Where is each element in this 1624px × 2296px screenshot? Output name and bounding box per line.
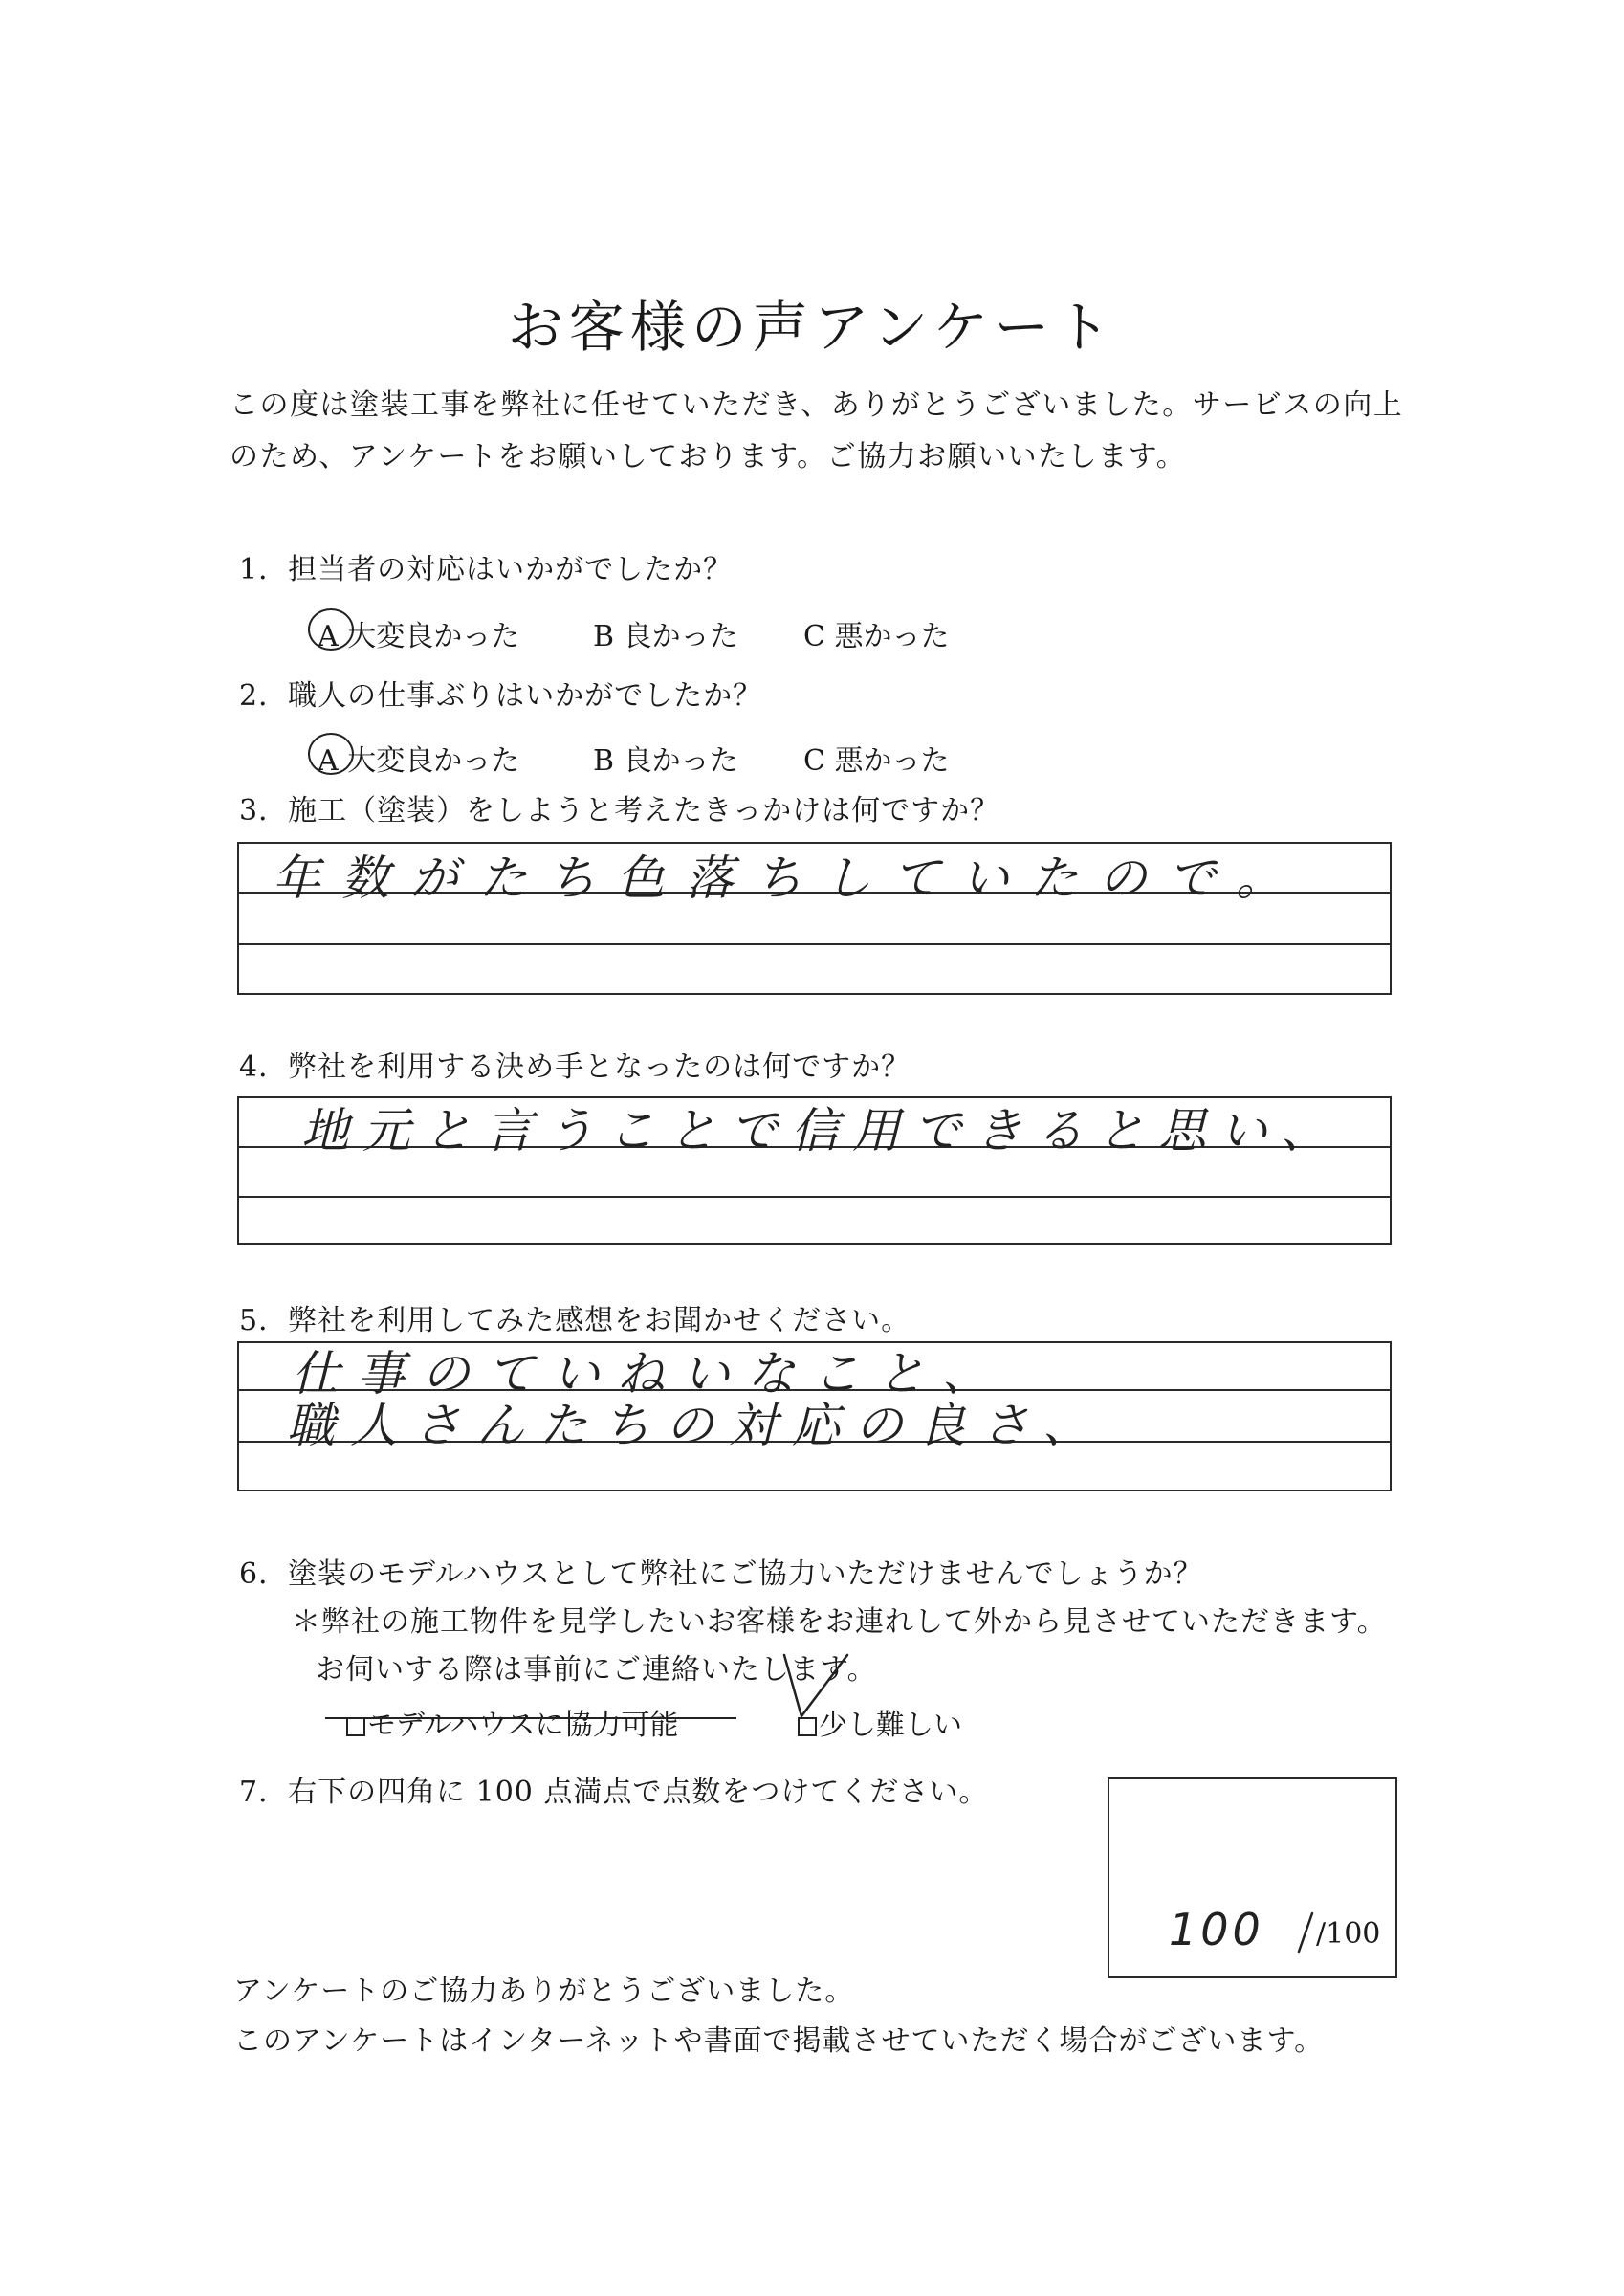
handwritten-answer-5-line-1: 仕事のていねいなこと、 (292, 1346, 1007, 1402)
q2-option-c[interactable]: C 悪かった (803, 744, 950, 778)
handwritten-answer-3: 年数がたち色落ちしていたので。 (273, 850, 1305, 906)
q6-option-model-house[interactable] (346, 1701, 679, 1743)
handwritten-answer-4: 地元と言うことで信用できると思い、 (301, 1103, 1342, 1159)
q2-option-a[interactable]: A 大変良かった (318, 744, 520, 778)
question-6-note-2: お伺いする際は事前にご連絡いたします。 (316, 1653, 877, 1687)
handwritten-answer-5-line-2: 職人さんたちの対応の良さ、 (287, 1398, 1106, 1453)
checkbox-icon[interactable] (346, 1717, 365, 1736)
answer-rule (239, 1196, 1390, 1198)
q6-option-difficult-label: 少し難しい (819, 1709, 962, 1742)
q2-option-b[interactable]: B 良かった (593, 744, 738, 778)
q1-option-b[interactable]: B 良かった (593, 620, 738, 653)
question-7: 7．右下の四角に 100 点満点で点数をつけてください。 (239, 1776, 989, 1809)
question-2: 2．職人の仕事ぶりはいかがでしたか？ (239, 679, 763, 713)
question-6: 6．塗装のモデルハウスとして弊社にご協力いただけませんでしょうか？ (239, 1557, 1203, 1591)
question-5: 5．弊社を利用してみた感想をお聞かせください。 (239, 1304, 911, 1337)
page-title: お客様の声アンケート (507, 295, 1117, 360)
intro-line-2: のため、アンケートをお願いしております。ご協力お願いいたします。 (230, 440, 1187, 474)
q1-option-c[interactable]: C 悪かった (803, 620, 950, 653)
question-3: 3．施工（塗装）をしようと考えたきっかけは何ですか？ (239, 794, 1000, 828)
footer-thanks: アンケートのご協力ありがとうございました。 (233, 1975, 855, 2008)
question-6-note-1: ＊弊社の施工物件を見学したいお客様をお連れして外から見させていただきます。 (292, 1605, 1387, 1639)
q6-option-model-house-label: モデルハウスに協力可能 (367, 1709, 679, 1742)
footer-notice: このアンケートはインターネットや書面で掲載させていただく場合がございます。 (233, 2024, 1325, 2058)
handwritten-score: 100 (1169, 1904, 1264, 1955)
intro-line-1: この度は塗装工事を弊社に任せていただき、ありがとうございました。サービスの向上 (230, 388, 1404, 422)
check-mark-icon (773, 1647, 859, 1733)
score-max: /100 (1316, 1917, 1381, 1951)
strikethrough-mark (325, 1717, 736, 1719)
answer-rule (239, 943, 1390, 945)
q1-option-a[interactable]: A 大変良かった (318, 620, 520, 653)
question-4: 4．弊社を利用する決め手となったのは何ですか？ (239, 1050, 911, 1084)
question-1: 1．担当者の対応はいかがでしたか？ (239, 553, 734, 586)
